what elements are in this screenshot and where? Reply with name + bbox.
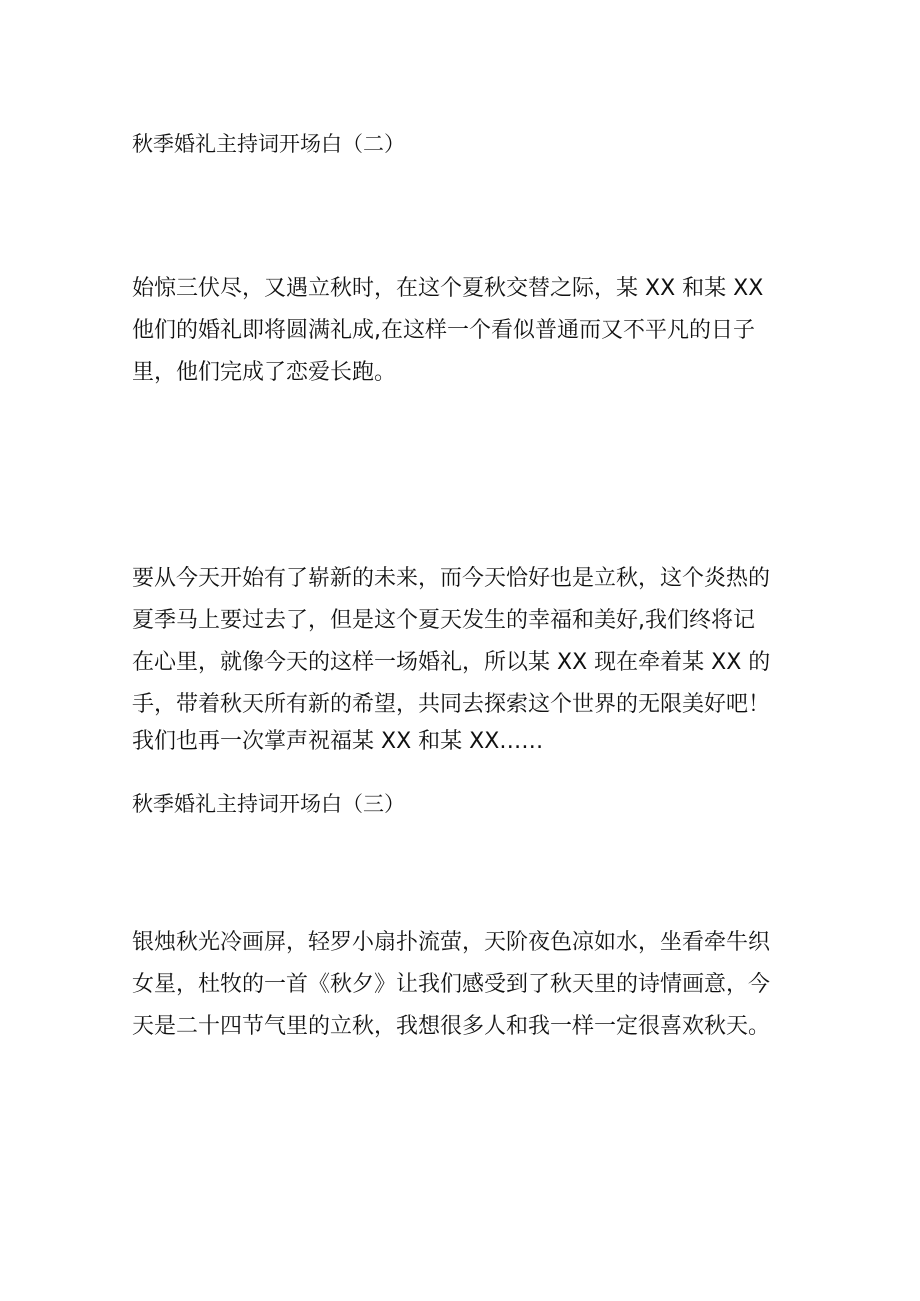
paragraph-line: 女星，杜牧的一首《秋夕》让我们感受到了秋天里的诗情画意，今 <box>132 972 771 997</box>
section-2-paragraph-2 <box>132 558 770 758</box>
paragraph-line: 在心里，就像今天的这样一场婚礼，所以某 XX 现在牵着某 XX 的 <box>132 650 771 675</box>
section-2-title: 秋季婚礼主持词开场白（二） <box>132 132 405 156</box>
paragraph-line: 银烛秋光冷画屏，轻罗小扇扑流萤，天阶夜色凉如水，坐看牵牛织 <box>132 930 771 955</box>
paragraph-line: 天是二十四节气里的立秋，我想很多人和我一样一定很喜欢秋天。 <box>132 1014 771 1039</box>
paragraph-line: 始惊三伏尽，又遇立秋时，在这个夏秋交替之际，某 XX 和某 XX <box>132 276 764 301</box>
section-2-paragraph-1 <box>132 268 763 394</box>
paragraph-line: 他们的婚礼即将圆满礼成,在这样一个看似普通而又不平凡的日子 <box>132 318 755 343</box>
paragraph-line: 我们也再一次掌声祝福某 XX 和某 XX…… <box>132 729 544 754</box>
paragraph-line: 里，他们完成了恋爱长跑。 <box>132 360 397 385</box>
paragraph-line: 要从今天开始有了崭新的未来，而今天恰好也是立秋，这个炎热的 <box>132 566 771 591</box>
paragraph-line: 手，带着秋天所有新的希望，共同去探索这个世界的无限美好吧！ <box>132 692 771 717</box>
section-3-title: 秋季婚礼主持词开场白（三） <box>132 792 405 816</box>
paragraph-line: 夏季马上要过去了，但是这个夏天发生的幸福和美好,我们终将记 <box>132 608 755 633</box>
section-3-paragraph-1 <box>132 922 770 1048</box>
